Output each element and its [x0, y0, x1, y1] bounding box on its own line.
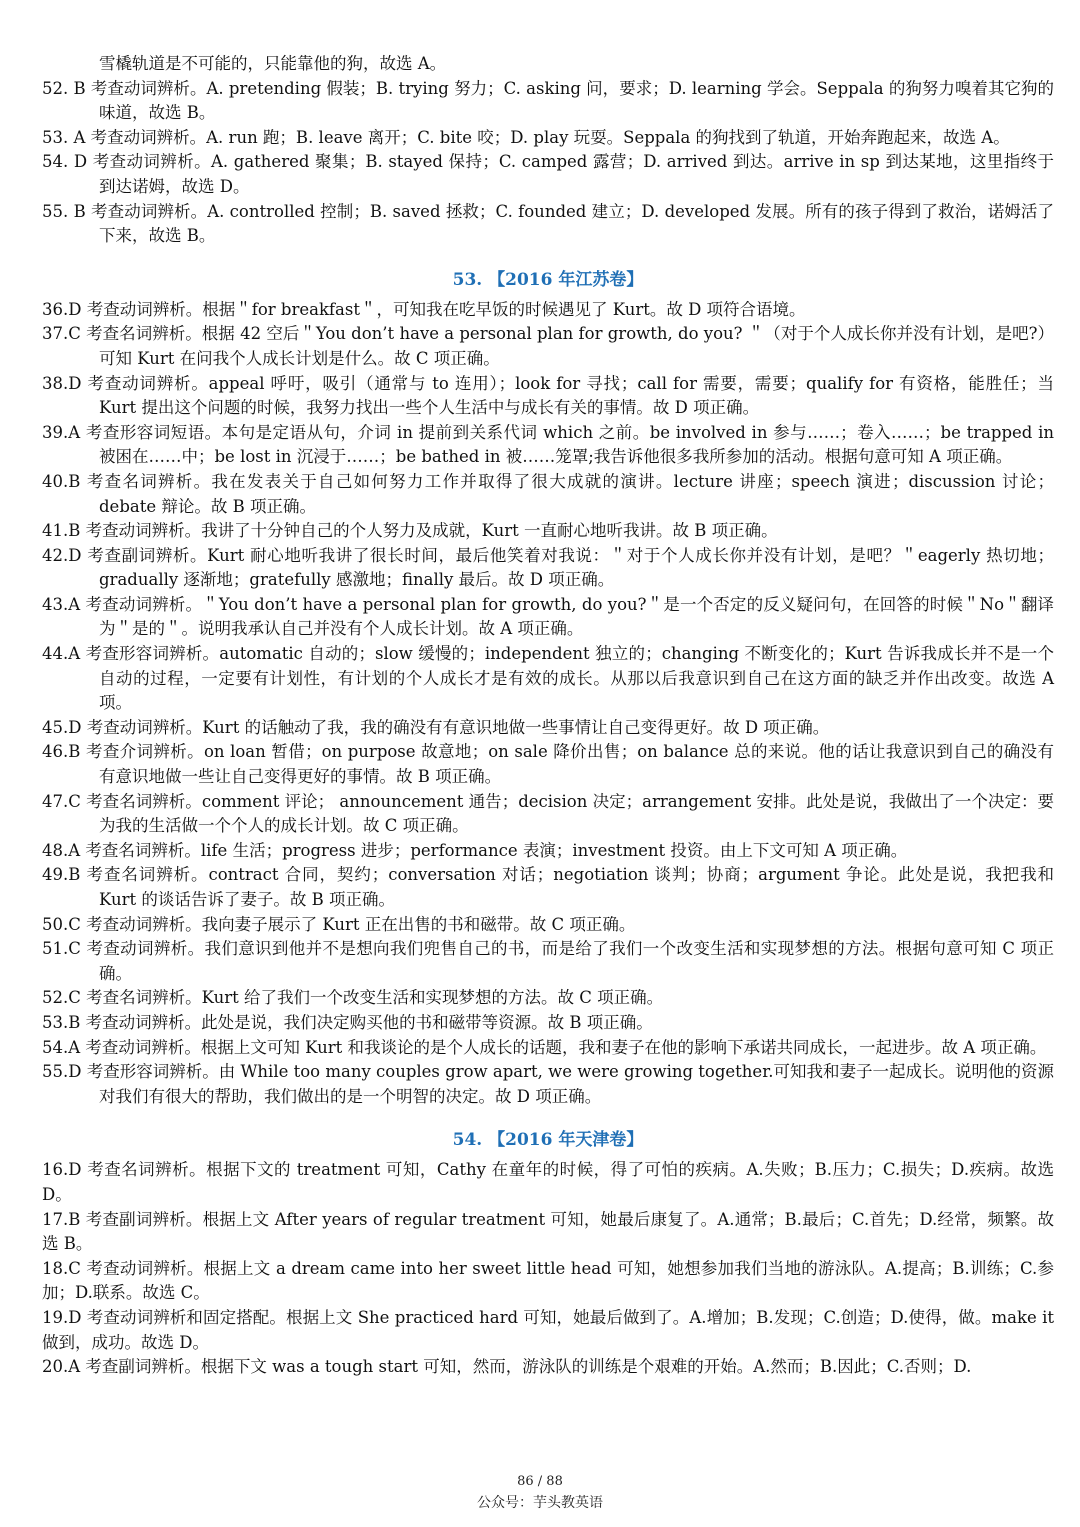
answer-entry-52: 52. B 考查动词辨析。A. pretending 假装；B. trying 努力；C. asking 问，要求；D. learning 学会。Seppala 的狗努力嗅着其它狗的味道，故选 B。	[42, 78, 1054, 123]
answer-entry-52b: 52.C 考查名词辨析。Kurt 给了我们一个改变生活和实现梦想的方法。故 C 项正确。	[42, 988, 664, 1008]
answer-entry-20: 20.A 考查副词辨析。根据下文 was a tough start 可知，然而，游泳队的训练是个艰难的开始。A.然而；B.因此；C.否则；D.	[42, 1357, 972, 1377]
answer-entry-50: 50.C 考查动词辨析。我向妻子展示了 Kurt 正在出售的书和磁带。故 C 项正确。	[42, 914, 636, 934]
answer-entry-53b: 53.B 考查动词辨析。此处是说，我们决定购买他的书和磁带等资源。故 B 项正确。	[42, 1012, 653, 1032]
answer-entry-55b: 55.D 考查形容词辨析。由 While too many couples grow apart, we were growing together.可知我和妻子一起成长。说明他的资源对我们有很大的帮助，我们做出的是一个明智的决定。故 D 项正确。	[42, 1062, 1055, 1106]
answer-entry-18: 18.C 考查动词辨析。根据上文 a dream came into her sweet little head 可知，她想参加我们当地的游泳队。A.提高；B.训练；C.参加；D.联系。故选 C。	[42, 1258, 1054, 1303]
answer-entry-49: 49.B 考查名词辨析。contract 合同，契约；conversation 对话；negotiation 谈判；协商；argument 争论。此处是说，我把我和 Kurt 的谈话告诉了妻子。故 B 项正确。	[42, 865, 1054, 909]
answer-entry-17: 17.B 考查副词辨析。根据上文 After years of regular treatment 可知，她最后康复了。A.通常；B.最后；C.首先；D.经常，频繁。故选 B。	[42, 1209, 1054, 1254]
answer-entry-46: 46.B 考查介词辨析。on loan 暂借；on purpose 故意地；on sale 降价出售；on balance 总的来说。他的话让我意识到自己的确没有有意识地做一些让自己变得更好的事情。故 B 项正确。	[42, 742, 1054, 787]
answer-entry-54: 54. D 考查动词辨析。A. gathered 聚集；B. stayed 保持；C. camped 露营；D. arrived 到达。arrive in sp 到达某地，这里指终于到达诺姆，故选 D。	[42, 152, 1054, 196]
answer-entry-36: 36.D 考查动词辨析。根据＂for breakfast＂，可知我在吃早饭的时候遇见了 Kurt。故 D 项符合语境。	[42, 299, 806, 319]
answer-entry-48: 48.A 考查名词辨析。life 生活；progress 进步；performance 表演；investment 投资。由上下文可知 A 项正确。	[42, 840, 908, 860]
section-title-tianjin: 54. 【2016 年天津卷】	[452, 1130, 644, 1151]
footer-wechat-account: 公众号：芋头教英语	[477, 1495, 603, 1511]
answer-continuation-line: 雪橇轨道是不可能的，只能靠他的狗，故选 A。	[99, 54, 447, 73]
answer-entry-39: 39.A 考查形容词短语。本句是定语从句，介词 in 提前到关系代词 which 之前。be involved in 参与……；卷入……；be trapped in 被困在……中；be lost in 沉浸于……；be bathed in 被……笼罩;我告诉他很多我所参加的活动。根据句意可知 A 项正确。	[42, 422, 1054, 467]
answer-entry-47: 47.C 考查名词辨析。comment 评论； announcement 通告；decision 决定；arrangement 安排。此处是说，我做出了一个决定：要为我的生活做一个个人的成长计划。故 C 项正确。	[42, 791, 1054, 836]
answer-entry-54b: 54.A 考查动词辨析。根据上文可知 Kurt 和我谈论的是个人成长的话题，我和妻子在他的影响下承诺共同成长，一起进步。故 A 项正确。	[42, 1037, 1047, 1057]
answer-entry-44: 44.A 考查形容词辨析。automatic 自动的；slow 缓慢的；independent 独立的；changing 不断变化的；Kurt 告诉我成长并不是一个自动的过程，一定要有计划性，有计划的个人成长才是有效的成长。从那以后我意识到自己在这方面的缺乏并作出改变。故选 A 项。	[42, 644, 1054, 713]
answer-entry-45: 45.D 考查动词辨析。Kurt 的话触动了我，我的确没有有意识地做一些事情让自己变得更好。故 D 项正确。	[42, 717, 830, 737]
answer-entry-55: 55. B 考查动词辨析。A. controlled 控制；B. saved 拯救；C. founded 建立；D. developed 发展。所有的孩子得到了救治，诺姆活了下来，故选 B。	[42, 201, 1054, 246]
answer-entry-51: 51.C 考查动词辨析。我们意识到他并不是想向我们兜售自己的书，而是给了我们一个改变生活和实现梦想的方法。根据句意可知 C 项正确。	[42, 939, 1054, 983]
section-title-jiangsu: 53. 【2016 年江苏卷】	[452, 269, 644, 290]
answer-entry-53: 53. A 考查动词辨析。A. run 跑；B. leave 离开；C. bite 咬；D. play 玩耍。Seppala 的狗找到了轨道，开始奔跑起来，故选 A。	[42, 127, 1010, 147]
page-content	[42, 52, 1054, 1380]
answer-entry-19: 19.D 考查动词辨析和固定搭配。根据上文 She practiced hard 可知，她最后做到了。A.增加；B.发现；C.创造；D.使得，做。make it 做到，成功。故选 D。	[42, 1307, 1054, 1352]
answer-entry-40: 40.B 考查名词辨析。我在发表关于自己如何努力工作并取得了很大成就的演讲。lecture 讲座；speech 演进；discussion 讨论；debate 辩论。故 B 项正确。	[42, 471, 1054, 516]
page-number: 86 / 88	[517, 1474, 563, 1489]
answer-entry-37: 37.C 考查名词辨析。根据 42 空后＂You don’t have a personal plan for growth, do you? ＂（对于个人成长你并没有计划，是吧?）可知 Kurt 在问我个人成长计划是什么。故 C 项正确。	[42, 324, 1054, 368]
answer-entry-43: 43.A 考查动词辨析。＂You don’t have a personal plan for growth, do you?＂是一个否定的反义疑问句，在回答的时候＂No＂翻译为＂是的＂。说明我承认自己并没有个人成长计划。故 A 项正确。	[42, 594, 1054, 639]
answer-entry-42: 42.D 考查副词辨析。Kurt 耐心地听我讲了很长时间，最后他笑着对我说：＂对于个人成长你并没有计划，是吧？＂eagerly 热切地；gradually 逐渐地；gratefully 感激地；finally 最后。故 D 项正确。	[42, 545, 1054, 590]
answer-entry-41: 41.B 考查动词辨析。我讲了十分钟自己的个人努力及成就，Kurt 一直耐心地听我讲。故 B 项正确。	[42, 521, 778, 541]
answer-entry-38: 38.D 考查动词辨析。appeal 呼吁，吸引（通常与 to 连用）；look for 寻找；call for 需要，需要；qualify for 有资格，能胜任；当 Kurt 提出这个问题的时候，我努力找出一些个人生活中与成长有关的事情。故 D 项正确。	[42, 373, 1054, 418]
answer-entry-16: 16.D 考查名词辨析。根据下文的 treatment 可知，Cathy 在童年的时候，得了可怕的疾病。A.失败；B.压力；C.损失；D.疾病。故选 D。	[42, 1160, 1054, 1204]
